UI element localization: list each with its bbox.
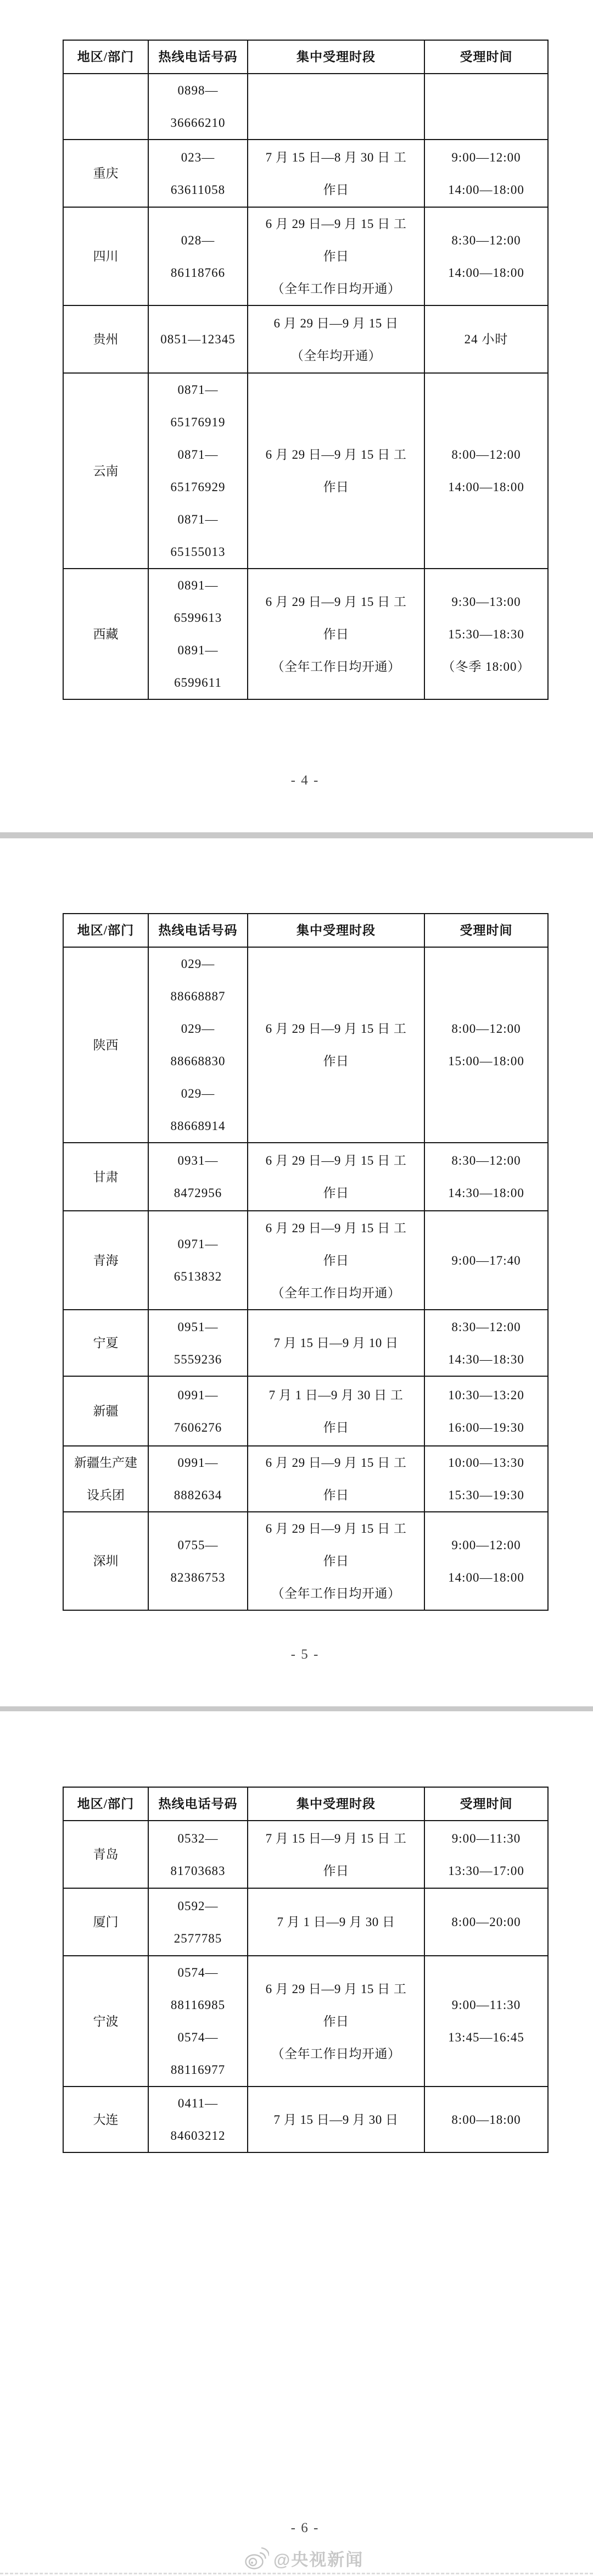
page-number-6: - 6 - (290, 2521, 320, 2535)
time-cell: 8:30—12:00 14:30—18:30 (424, 1310, 548, 1376)
time-cell: 8:00—12:00 14:00—18:00 (424, 373, 548, 569)
region-cell: 宁波 (63, 1956, 148, 2087)
table-row (63, 1143, 548, 1211)
page-number-4: - 4 - (290, 773, 320, 788)
region-cell: 新疆 (63, 1376, 148, 1446)
region-cell: 贵州 (63, 305, 148, 373)
period-cell: 7 月 15 日—9 月 10 日 (248, 1310, 424, 1376)
time-cell: 9:00—17:40 (424, 1211, 548, 1310)
table-row (63, 1310, 548, 1376)
hotline-table-page-6 (63, 1787, 549, 2153)
period-cell: 6 月 29 日—9 月 15 日 工 作日 （全年工作日均开通） (248, 569, 424, 699)
column-header-0: 地区/部门 (63, 40, 148, 74)
region-cell: 重庆 (63, 140, 148, 207)
column-header-2: 集中受理时段 (248, 1787, 424, 1821)
column-header-2: 集中受理时段 (248, 914, 424, 947)
hotline-table-page-4 (63, 40, 549, 700)
region-cell: 深圳 (63, 1512, 148, 1610)
time-cell: 24 小时 (424, 305, 548, 373)
phone-cell: 0851—12345 (148, 305, 248, 373)
table-row (63, 947, 548, 1143)
period-cell: 7 月 15 日—9 月 30 日 (248, 2087, 424, 2152)
weibo-icon (244, 2546, 269, 2570)
region-cell: 厦门 (63, 1888, 148, 1956)
period-cell: 6 月 29 日—9 月 15 日 工 作日 (248, 1143, 424, 1211)
table-row (63, 74, 548, 140)
table-row (63, 373, 548, 569)
region-cell: 西藏 (63, 569, 148, 699)
region-cell: 四川 (63, 207, 148, 305)
period-cell: 6 月 29 日—9 月 15 日 工 作日 (248, 373, 424, 569)
page-separator-1 (0, 832, 593, 838)
hotline-table-page-5 (63, 913, 549, 1611)
region-cell: 新疆生产建 设兵团 (63, 1446, 148, 1512)
period-cell (248, 74, 424, 140)
period-cell: 7 月 1 日—9 月 30 日 工 作日 (248, 1376, 424, 1446)
column-header-3: 受理时间 (424, 1787, 548, 1821)
table-row (63, 2087, 548, 2152)
period-cell: 6 月 29 日—9 月 15 日 工 作日 （全年工作日均开通） (248, 1956, 424, 2087)
page-5-table-container (63, 913, 549, 1611)
phone-cell: 0411— 84603212 (148, 2087, 248, 2152)
table-row (63, 1821, 548, 1888)
phone-cell: 0951— 5559236 (148, 1310, 248, 1376)
region-cell: 云南 (63, 373, 148, 569)
time-cell: 10:30—13:20 16:00—19:30 (424, 1376, 548, 1446)
time-cell: 8:00—12:00 15:00—18:00 (424, 947, 548, 1143)
table-row (63, 1956, 548, 2087)
phone-cell: 0574— 88116985 0574— 88116977 (148, 1956, 248, 2087)
table-row (63, 1211, 548, 1310)
region-cell: 大连 (63, 2087, 148, 2152)
region-cell: 宁夏 (63, 1310, 148, 1376)
period-cell: 7 月 15 日—9 月 15 日 工 作日 (248, 1821, 424, 1888)
phone-cell: 028— 86118766 (148, 207, 248, 305)
watermark-text: @央视新闻 (273, 2550, 364, 2569)
table-row (63, 1376, 548, 1446)
period-cell: 6 月 29 日—9 月 15 日 工 作日 （全年工作日均开通） (248, 1512, 424, 1610)
page-4-table-container (63, 40, 549, 700)
phone-cell: 0871— 65176919 0871— 65176929 0871— 65155013 (148, 373, 248, 569)
period-cell: 7 月 15 日—8 月 30 日 工 作日 (248, 140, 424, 207)
phone-cell: 0592— 2577785 (148, 1888, 248, 1956)
time-cell: 10:00—13:30 15:30—19:30 (424, 1446, 548, 1512)
phone-cell: 023— 63611058 (148, 140, 248, 207)
region-cell: 青海 (63, 1211, 148, 1310)
period-cell: 6 月 29 日—9 月 15 日 工 作日 （全年工作日均开通） (248, 207, 424, 305)
time-cell: 9:00—11:30 13:30—17:00 (424, 1821, 548, 1888)
column-header-2: 集中受理时段 (248, 40, 424, 74)
table-row (63, 140, 548, 207)
phone-cell: 029— 88668887 029— 88668830 029— 88668914 (148, 947, 248, 1143)
region-cell: 甘肃 (63, 1143, 148, 1211)
period-cell: 6 月 29 日—9 月 15 日 （全年均开通） (248, 305, 424, 373)
column-header-3: 受理时间 (424, 40, 548, 74)
time-cell: 8:00—18:00 (424, 2087, 548, 2152)
phone-cell: 0931— 8472956 (148, 1143, 248, 1211)
time-cell: 9:00—12:00 14:00—18:00 (424, 1512, 548, 1610)
table-row (63, 1888, 548, 1956)
time-cell: 9:00—11:30 13:45—16:45 (424, 1956, 548, 2087)
period-cell: 6 月 29 日—9 月 15 日 工 作日 (248, 947, 424, 1143)
column-header-3: 受理时间 (424, 914, 548, 947)
time-cell: 8:00—20:00 (424, 1888, 548, 1956)
column-header-1: 热线电话号码 (148, 1787, 248, 1821)
page-number-5: - 5 - (290, 1647, 320, 1662)
table-row (63, 207, 548, 305)
period-cell: 7 月 1 日—9 月 30 日 (248, 1888, 424, 1956)
phone-cell: 0991— 8882634 (148, 1446, 248, 1512)
phone-cell: 0532— 81703683 (148, 1821, 248, 1888)
column-header-0: 地区/部门 (63, 914, 148, 947)
phone-cell: 0991— 7606276 (148, 1376, 248, 1446)
region-cell (63, 74, 148, 140)
phone-cell: 0898— 36666210 (148, 74, 248, 140)
period-cell: 6 月 29 日—9 月 15 日 工 作日 (248, 1446, 424, 1512)
table-row (63, 1446, 548, 1512)
table-row (63, 569, 548, 699)
region-cell: 陕西 (63, 947, 148, 1143)
region-cell: 青岛 (63, 1821, 148, 1888)
phone-cell: 0891— 6599613 0891— 6599611 (148, 569, 248, 699)
phone-cell: 0971— 6513832 (148, 1211, 248, 1310)
page-edge-line (0, 2573, 593, 2574)
time-cell: 8:30—12:00 14:00—18:00 (424, 207, 548, 305)
page-separator-2 (0, 1706, 593, 1711)
period-cell: 6 月 29 日—9 月 15 日 工 作日 （全年工作日均开通） (248, 1211, 424, 1310)
time-cell: 8:30—12:00 14:30—18:00 (424, 1143, 548, 1211)
column-header-1: 热线电话号码 (148, 40, 248, 74)
page-6-table-container (63, 1787, 549, 2153)
table-row (63, 305, 548, 373)
time-cell: 9:30—13:00 15:30—18:30 （冬季 18:00） (424, 569, 548, 699)
column-header-1: 热线电话号码 (148, 914, 248, 947)
time-cell (424, 74, 548, 140)
table-row (63, 1512, 548, 1610)
phone-cell: 0755— 82386753 (148, 1512, 248, 1610)
column-header-0: 地区/部门 (63, 1787, 148, 1821)
time-cell: 9:00—12:00 14:00—18:00 (424, 140, 548, 207)
watermark (244, 2544, 363, 2572)
